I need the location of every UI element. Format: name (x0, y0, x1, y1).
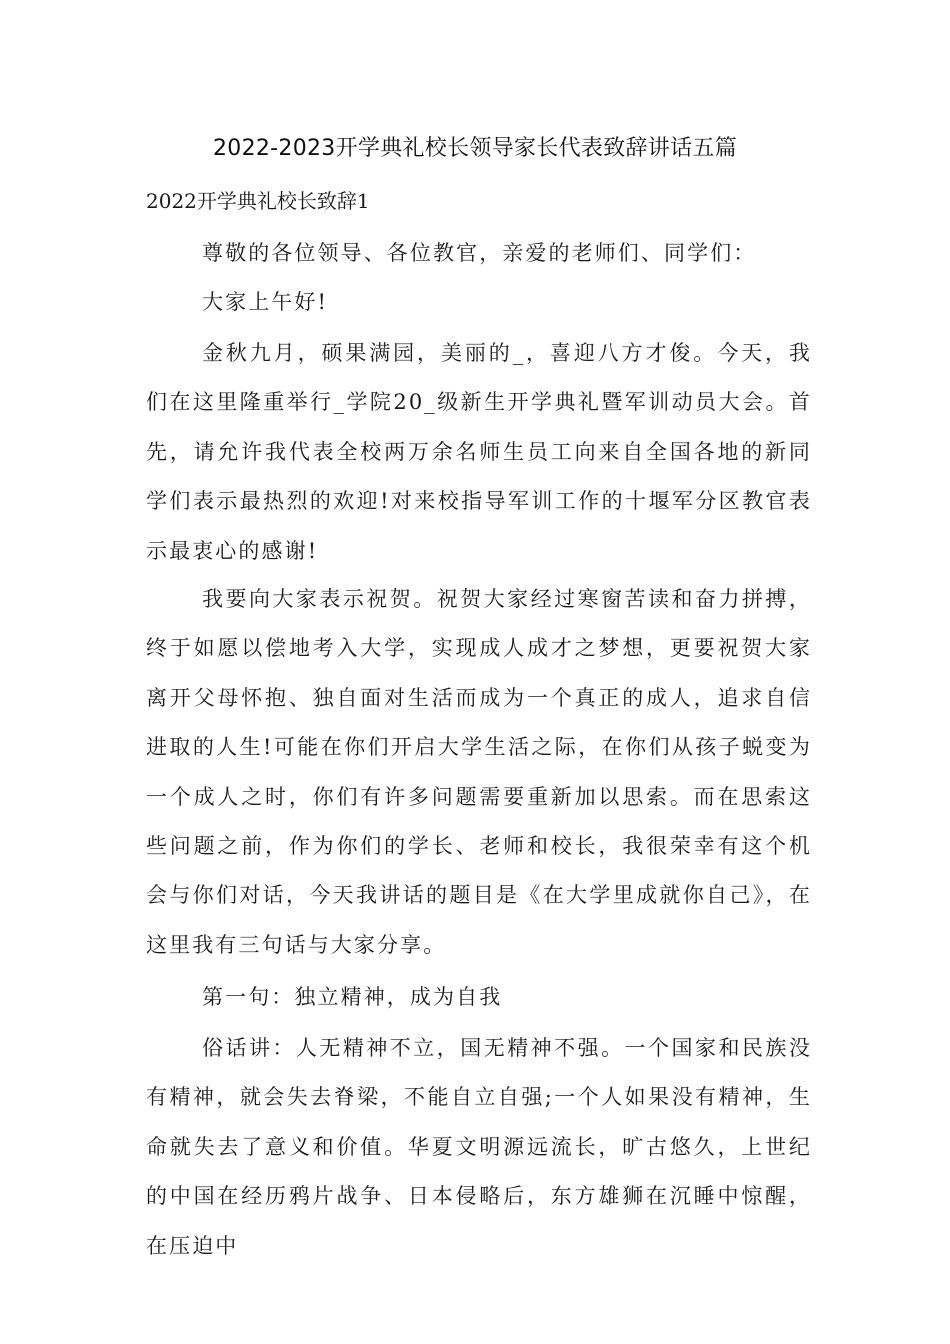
document-title: 2022-2023开学典礼校长领导家长代表致辞讲话五篇 (212, 136, 738, 161)
subheading-line: 第一句：独立精神，成为自我 (202, 985, 503, 1009)
section-heading: 2022开学典礼校长致辞1 (146, 189, 370, 213)
greeting-line: 尊敬的各位领导、各位教官，亲爱的老师们、同学们： (202, 241, 757, 265)
salutation-line: 大家上午好! (202, 290, 329, 314)
body-paragraph-3: 俗话讲：人无精神不立，国无精神不强。一个国家和民族没有精神，就会失去脊梁，不能自立自强;一个人如果没有精神，生命就失去了意义和价值。华夏文明源远流长，旷古悠久，上世纪的中国在经历鸦片战争、日本侵略后，东方雄狮在沉睡中惊醒，在压迫中 (146, 1036, 812, 1258)
body-paragraph-2: 我要向大家表示祝贺。祝贺大家经过寒窗苦读和奋力拼搏，终于如愿以偿地考入大学，实现成人成才之梦想，更要祝贺大家离开父母怀抱、独自面对生活而成为一个真正的成人，追求自信进取的人生!可能在你们开启大学生活之际，在你们从孩子蜕变为一个成人之时，你们有许多问题需要重新加以思索。而在思索这些问题之前，作为你们的学长、老师和校长，我很荣幸有这个机会与你们对话，今天我讲话的题目是《在大学里成就你自己》，在这里我有三句话与大家分享。 (146, 587, 812, 957)
body-paragraph-1: 金秋九月，硕果满园，美丽的_，喜迎八方才俊。今天，我们在这里隆重举行_学院20_级新生开学典礼暨军训动员大会。首先，请允许我代表全校两万余名师生员工向来自全国各地的新同学们表示最热烈的欢迎!对来校指导军训工作的十堰军分区教官表示最衷心的感谢! (146, 341, 812, 563)
